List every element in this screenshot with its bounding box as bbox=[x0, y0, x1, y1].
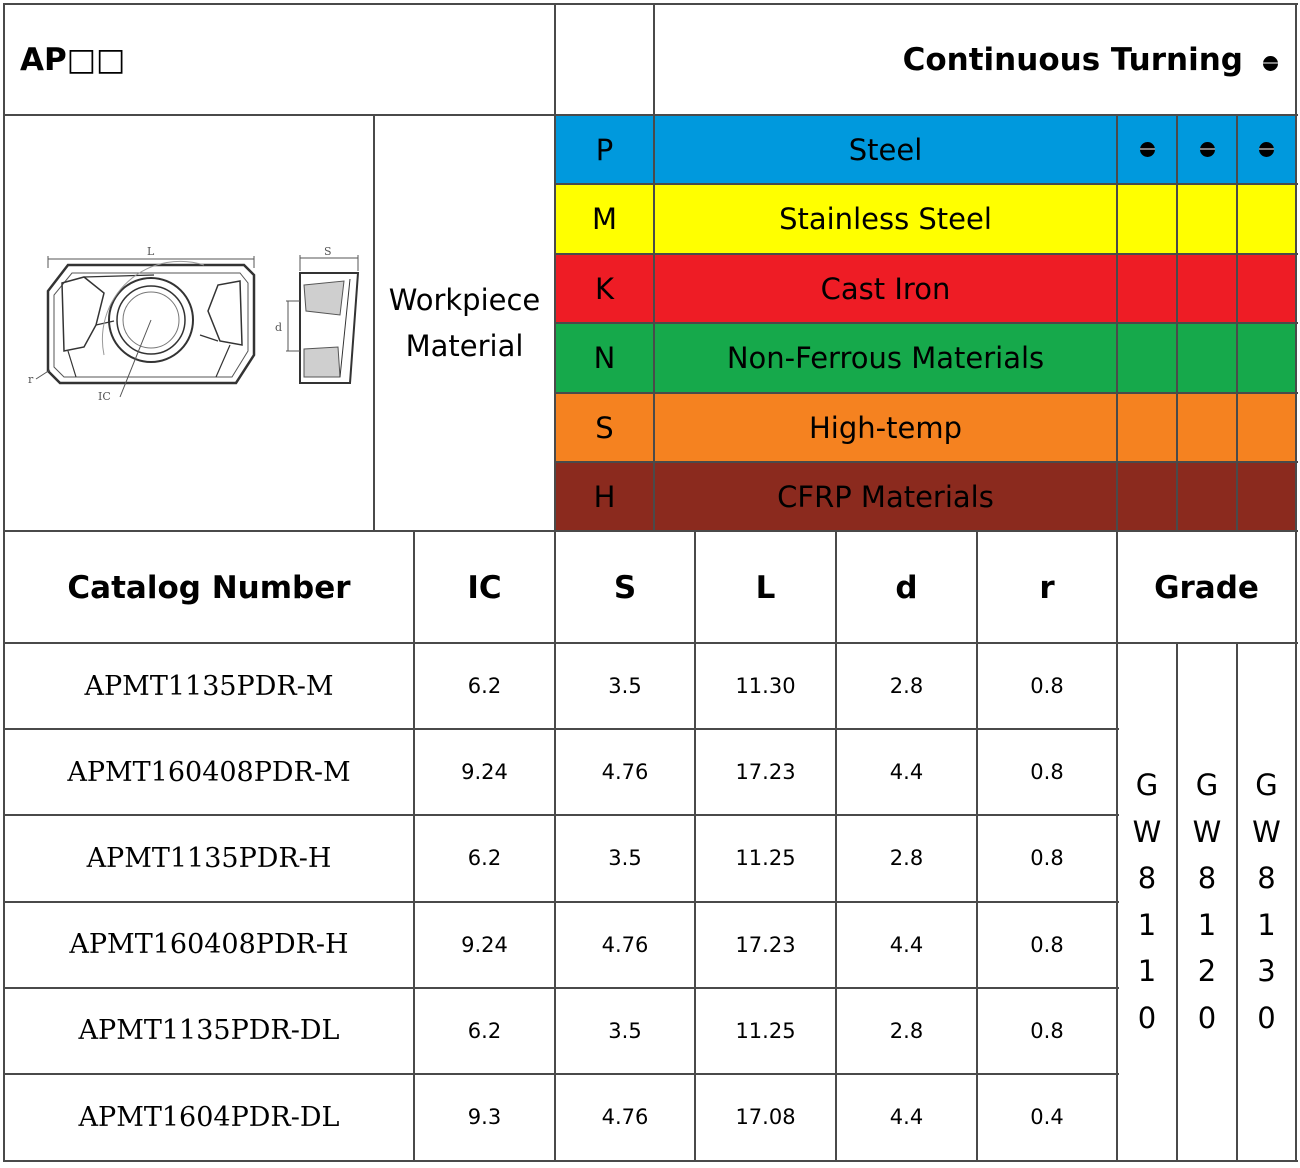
value-d: 2.8 bbox=[889, 674, 924, 699]
grid-line bbox=[1236, 643, 1238, 1162]
value-r: 0.4 bbox=[1030, 1105, 1064, 1130]
col-header-s: S bbox=[613, 569, 637, 606]
value-s: 3.5 bbox=[608, 1018, 642, 1043]
value-r: 0.8 bbox=[1030, 674, 1064, 699]
col-header-ic: IC bbox=[467, 569, 502, 606]
grid-line bbox=[555, 253, 1298, 255]
value-s: 4.76 bbox=[601, 932, 649, 957]
catalog-number: APMT1604PDR-DL bbox=[78, 1101, 340, 1133]
grid-line bbox=[835, 531, 837, 1162]
grade-label: G W 8 1 2 0 bbox=[1192, 768, 1222, 1035]
operation-cell bbox=[654, 4, 1296, 115]
value-s: 3.5 bbox=[608, 674, 642, 699]
grid-line bbox=[3, 114, 1298, 116]
grid-line bbox=[694, 531, 696, 1162]
dim-r-label: r bbox=[28, 373, 34, 386]
value-d: 2.8 bbox=[889, 1018, 924, 1043]
value-l: 11.30 bbox=[735, 674, 796, 699]
value-ic: 6.2 bbox=[467, 846, 502, 871]
grid-line bbox=[976, 531, 978, 1162]
grid-line bbox=[3, 530, 1298, 532]
grid-line bbox=[555, 183, 1298, 185]
series-code-cell bbox=[4, 4, 555, 115]
material-code: M bbox=[591, 202, 618, 236]
grid-line bbox=[3, 1160, 1298, 1162]
material-name: High-temp bbox=[809, 410, 962, 445]
catalog-number: APMT1135PDR-H bbox=[86, 842, 332, 874]
value-d: 4.4 bbox=[889, 1105, 924, 1130]
value-l: 17.23 bbox=[735, 932, 796, 957]
material-code: H bbox=[593, 479, 616, 514]
value-s: 4.76 bbox=[601, 760, 649, 785]
grid-line bbox=[555, 461, 1298, 463]
material-name: Non-Ferrous Materials bbox=[726, 341, 1045, 375]
value-l: 17.08 bbox=[735, 1105, 796, 1130]
catalog-number: APMT1135PDR-DL bbox=[78, 1015, 340, 1047]
series-code: AP□□ bbox=[20, 41, 126, 78]
dim-L-label: L bbox=[147, 245, 155, 258]
grid-line bbox=[373, 115, 375, 532]
grid-line bbox=[1176, 643, 1178, 1162]
dim-IC-label: IC bbox=[98, 390, 111, 403]
grade-label: G W 8 1 1 0 bbox=[1132, 768, 1162, 1035]
grid-line bbox=[3, 814, 1119, 816]
col-header-d: d bbox=[895, 569, 918, 606]
grid-line bbox=[3, 1073, 1119, 1075]
workpiece-material-cell bbox=[374, 115, 555, 531]
grid-line bbox=[3, 3, 1298, 5]
grid-line bbox=[3, 987, 1119, 989]
col-header-grade: Grade bbox=[1154, 569, 1259, 606]
value-d: 2.8 bbox=[889, 846, 924, 871]
value-ic: 9.3 bbox=[467, 1105, 502, 1130]
material-name: Steel bbox=[848, 132, 923, 167]
workpiece-label-line1: Workpiece bbox=[388, 283, 541, 317]
grid-line bbox=[554, 531, 556, 1162]
grid-line bbox=[1236, 115, 1238, 532]
applicability-dot-icon bbox=[1259, 142, 1274, 157]
applicability-dot-icon bbox=[1200, 142, 1215, 157]
grid-line bbox=[1116, 115, 1118, 532]
grade-gw8110 bbox=[1117, 643, 1177, 1160]
grade-mark-cell bbox=[1237, 115, 1296, 184]
value-r: 0.8 bbox=[1030, 1018, 1064, 1043]
value-s: 3.5 bbox=[608, 846, 642, 871]
grade-mark-cell bbox=[1177, 115, 1237, 184]
grid-line bbox=[1295, 4, 1297, 1162]
material-name: Cast Iron bbox=[820, 271, 951, 306]
dim-d-label: d bbox=[275, 321, 283, 334]
catalog-number: APMT160408PDR-M bbox=[67, 756, 351, 788]
value-ic: 6.2 bbox=[467, 1018, 502, 1043]
col-header-r: r bbox=[1039, 569, 1055, 606]
workpiece-label-line2: Material bbox=[405, 329, 524, 363]
value-l: 11.25 bbox=[735, 1018, 796, 1043]
value-ic: 9.24 bbox=[461, 932, 508, 957]
grid-line bbox=[653, 4, 655, 532]
catalog-number: APMT1135PDR-M bbox=[84, 670, 334, 702]
material-code: P bbox=[595, 132, 614, 167]
value-ic: 9.24 bbox=[461, 760, 508, 785]
material-name: Stainless Steel bbox=[779, 202, 992, 236]
dim-S-label: S bbox=[324, 245, 332, 258]
grid-line bbox=[555, 322, 1298, 324]
grid-line bbox=[555, 392, 1298, 394]
grid-line bbox=[3, 642, 1298, 644]
grade-gw8130 bbox=[1237, 643, 1296, 1160]
insert-drawing bbox=[4, 115, 374, 531]
catalog-number: APMT160408PDR-H bbox=[69, 929, 349, 961]
value-l: 11.25 bbox=[735, 846, 796, 871]
value-r: 0.8 bbox=[1030, 846, 1064, 871]
material-code: S bbox=[595, 410, 614, 445]
value-d: 4.4 bbox=[889, 932, 924, 957]
grid-line bbox=[413, 531, 415, 1162]
grade-gw8120 bbox=[1177, 643, 1237, 1160]
col-header-l: L bbox=[755, 569, 776, 606]
value-s: 4.76 bbox=[601, 1105, 649, 1130]
value-l: 17.23 bbox=[735, 760, 796, 785]
grid-line bbox=[3, 728, 1119, 730]
grade-mark-cell bbox=[1117, 115, 1177, 184]
value-r: 0.8 bbox=[1030, 932, 1064, 957]
operation-title: Continuous Turning bbox=[902, 41, 1243, 78]
value-r: 0.8 bbox=[1030, 760, 1064, 785]
material-name: CFRP Materials bbox=[777, 479, 994, 514]
grid-line bbox=[1176, 115, 1178, 532]
grid-line bbox=[3, 901, 1119, 903]
insert-drawing-svg bbox=[4, 115, 374, 531]
value-d: 4.4 bbox=[889, 760, 924, 785]
col-header-catalog: Catalog Number bbox=[67, 569, 351, 606]
applicability-dot-icon bbox=[1140, 142, 1155, 157]
grade-label: G W 8 1 3 0 bbox=[1252, 768, 1281, 1035]
material-code: K bbox=[594, 271, 615, 306]
operation-dot-icon bbox=[1263, 56, 1278, 71]
material-code: N bbox=[593, 341, 616, 375]
grid-line bbox=[554, 4, 556, 532]
grid-line bbox=[1116, 531, 1118, 1162]
value-ic: 6.2 bbox=[467, 674, 502, 699]
